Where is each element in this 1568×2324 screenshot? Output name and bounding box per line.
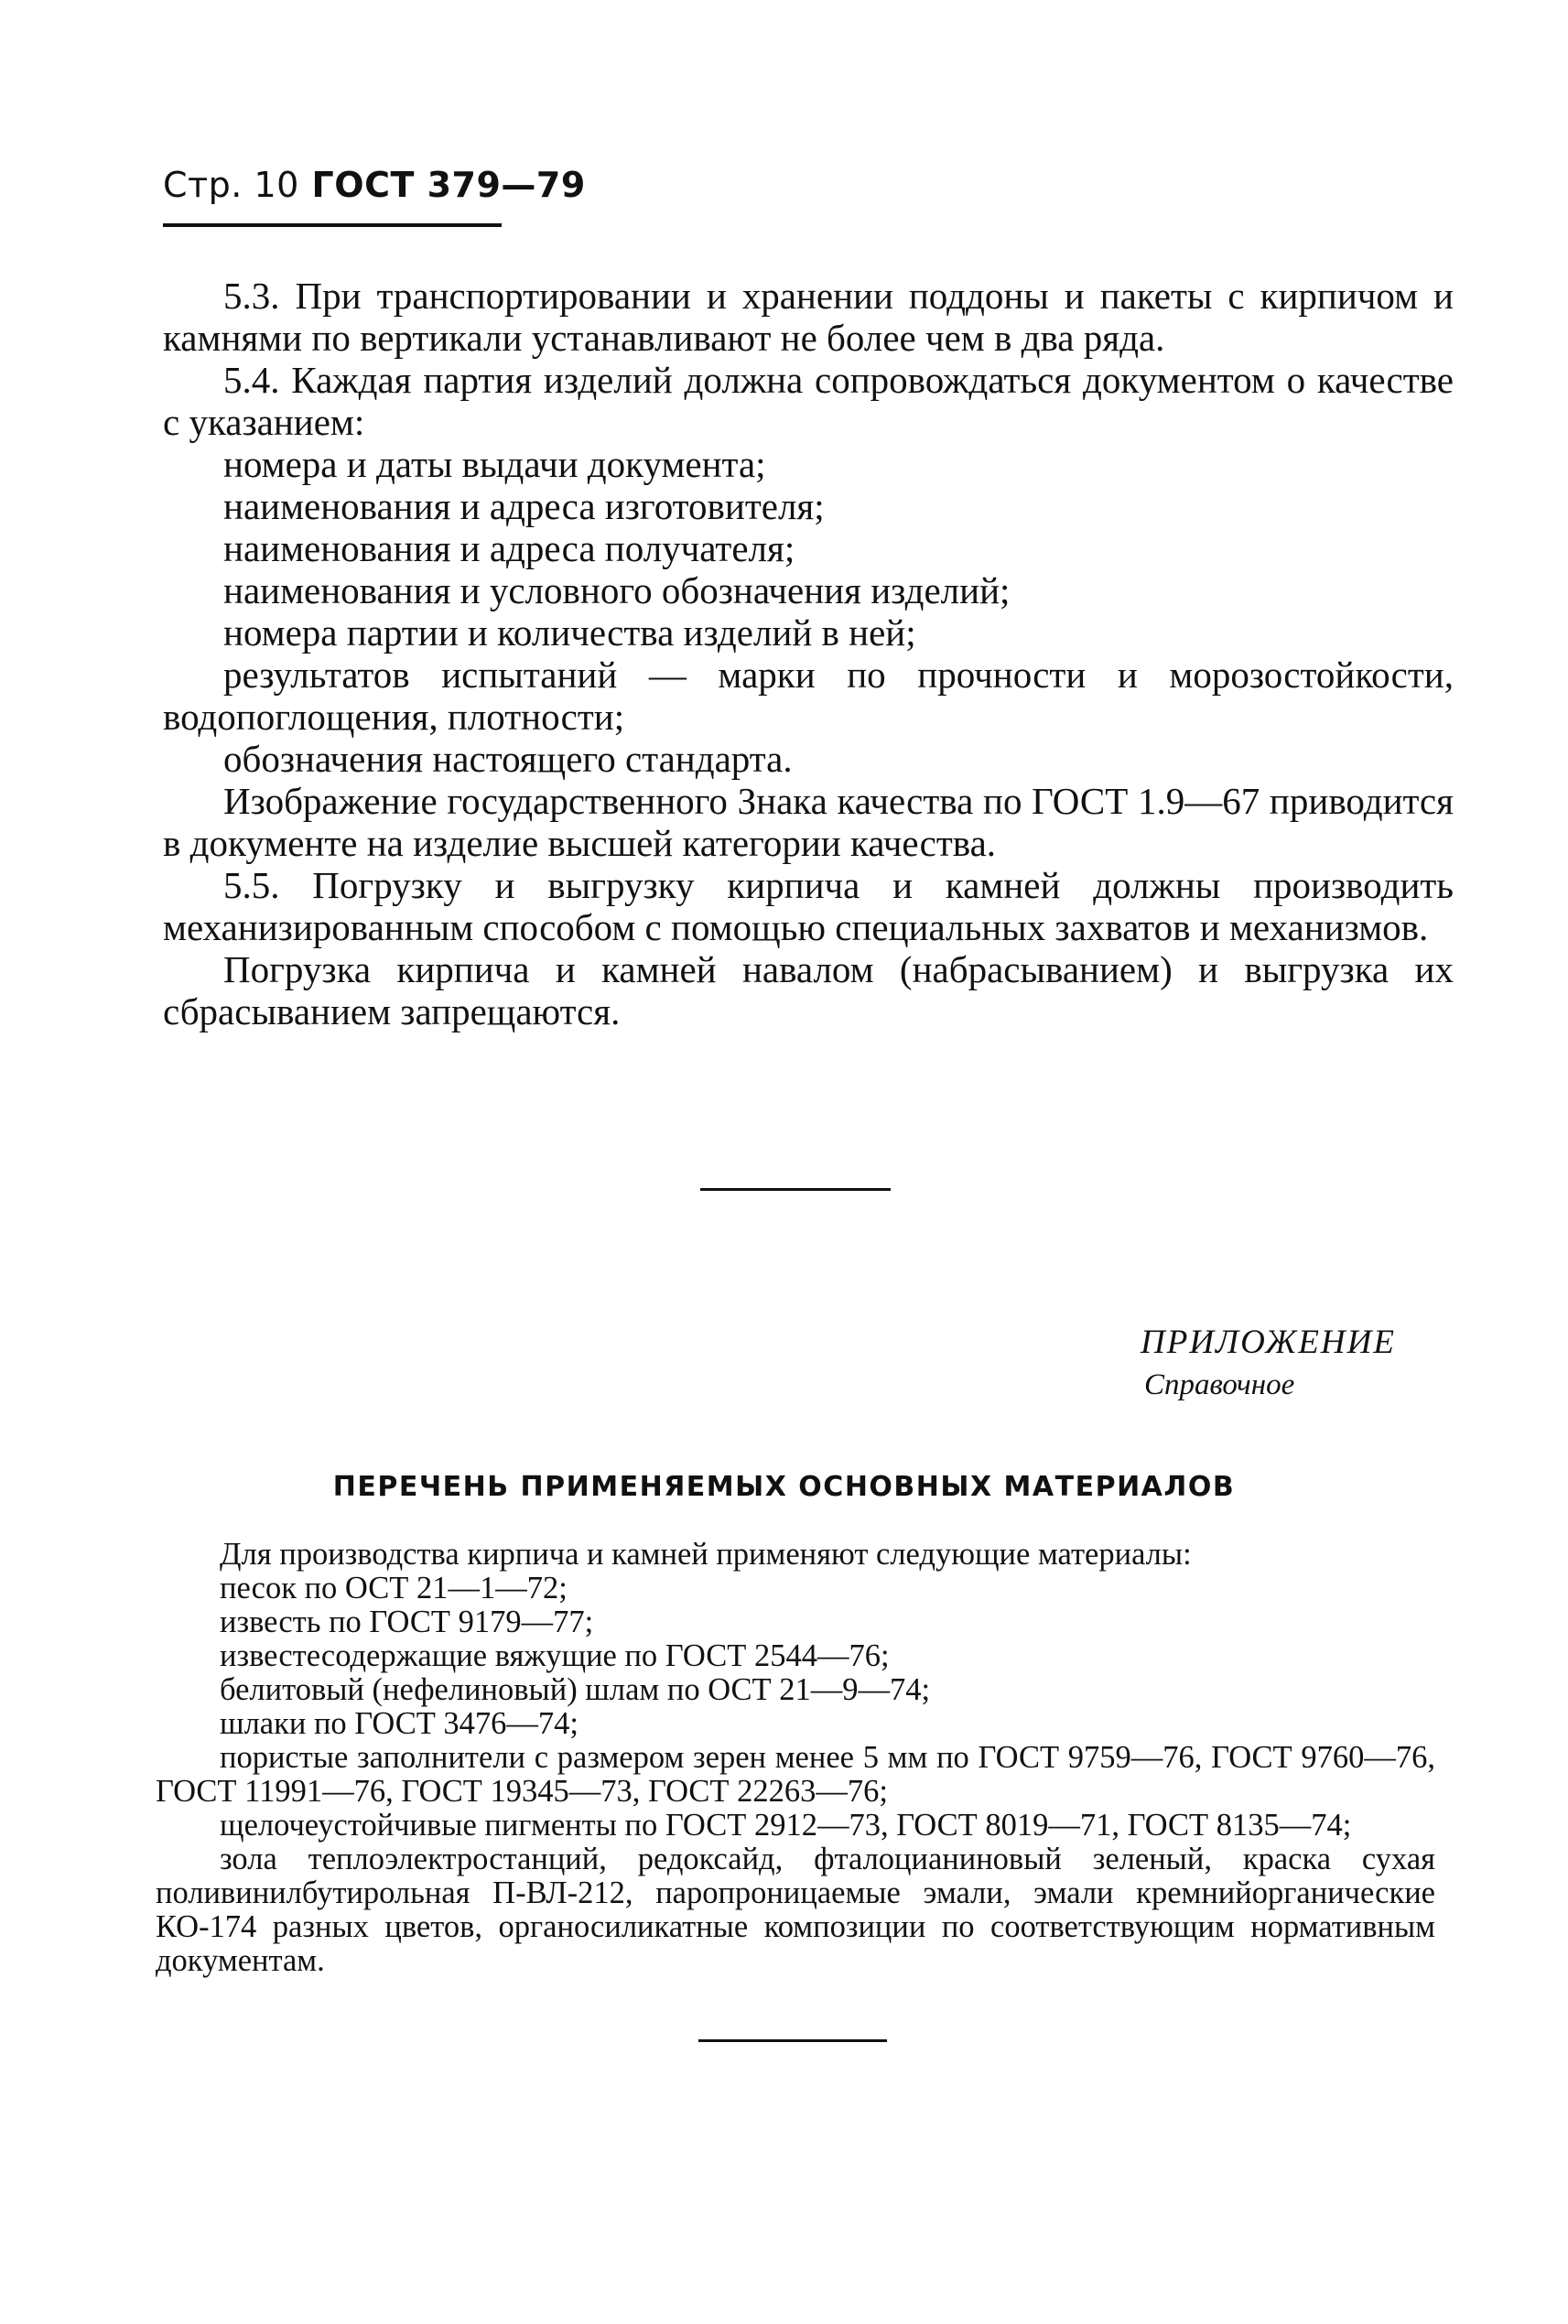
list-item: наименования и адреса изготовителя;: [223, 485, 825, 527]
section-divider: [700, 1188, 891, 1191]
paragraph-5-4: 5.4. Каждая партия изделий должна сопровождаться документом о качестве с указанием:: [163, 359, 1454, 443]
list-item: результатов испытаний — марки по прочности и морозостойкости, водопоглощения, плотности;: [163, 654, 1454, 738]
page-header: [163, 165, 586, 205]
material-item: белитовый (нефелиновый) шлам по ОСТ 21—9—74;: [220, 1672, 931, 1707]
list-item: номера партии и количества изделий в ней;: [223, 611, 916, 654]
paragraph-5-5: 5.5. Погрузку и выгрузку кирпича и камней должны производить механизированным способом с помощью специальных захватов и механизмов.: [163, 864, 1454, 948]
paragraph-5-3: 5.3. При транспортировании и хранении поддоны и пакеты с кирпичом и камнями по вертикали устанавливают не более чем в два ряда.: [163, 275, 1454, 359]
materials-heading: ПЕРЕЧЕНЬ ПРИМЕНЯЕМЫХ ОСНОВНЫХ МАТЕРИАЛОВ: [332, 1471, 1236, 1503]
material-item: щелочеустойчивые пигменты по ГОСТ 2912—73, ГОСТ 8019—71, ГОСТ 8135—74;: [220, 1808, 1352, 1843]
material-item: известесодержащие вяжущие по ГОСТ 2544—76;: [220, 1638, 890, 1673]
end-divider: [698, 2039, 887, 2042]
materials-intro: Для производства кирпича и камней применяют следующие материалы:: [220, 1537, 1192, 1572]
paragraph-loading: Погрузка кирпича и камней навалом (набрасыванием) и выгрузка их сбрасыванием запрещаются.: [163, 948, 1454, 1032]
material-item: песок по ОСТ 21—1—72;: [220, 1571, 568, 1605]
list-item: наименования и условного обозначения изделий;: [223, 569, 1011, 611]
appendix-title: ПРИЛОЖЕНИЕ: [1141, 1324, 1396, 1361]
material-item: шлаки по ГОСТ 3476—74;: [220, 1706, 579, 1741]
materials-list: [156, 1538, 1435, 1978]
material-item: пористые заполнители с размером зерен менее 5 мм по ГОСТ 9759—76, ГОСТ 9760—76, ГОСТ 11991—76, ГОСТ 19345—73, ГОСТ 22263—76;: [156, 1740, 1435, 1809]
header-underline: [163, 223, 502, 227]
list-item: обозначения настоящего стандарта.: [223, 738, 793, 780]
standard-number: ГОСТ 379—79: [311, 165, 586, 205]
page-number: Стр. 10: [163, 165, 299, 205]
list-item: номера и даты выдачи документа;: [223, 443, 766, 485]
material-item: зола теплоэлектростанций, редоксайд, фталоцианиновый зеленый, краска сухая поливинилбутирольная П-ВЛ-212, паропроницаемые эмали, эмали кремнийорганические КО-174 разных цветов, органосиликатные композиции по соответствующим нормативным документам.: [156, 1842, 1435, 1978]
list-item: наименования и адреса получателя;: [223, 527, 795, 569]
appendix-subtitle: Справочное: [1144, 1368, 1295, 1401]
material-item: известь по ГОСТ 9179—77;: [220, 1605, 594, 1639]
main-text: [163, 275, 1454, 1032]
paragraph-quality-mark: Изображение государственного Знака качества по ГОСТ 1.9—67 приводится в документе на изделие высшей категории качества.: [163, 780, 1454, 864]
